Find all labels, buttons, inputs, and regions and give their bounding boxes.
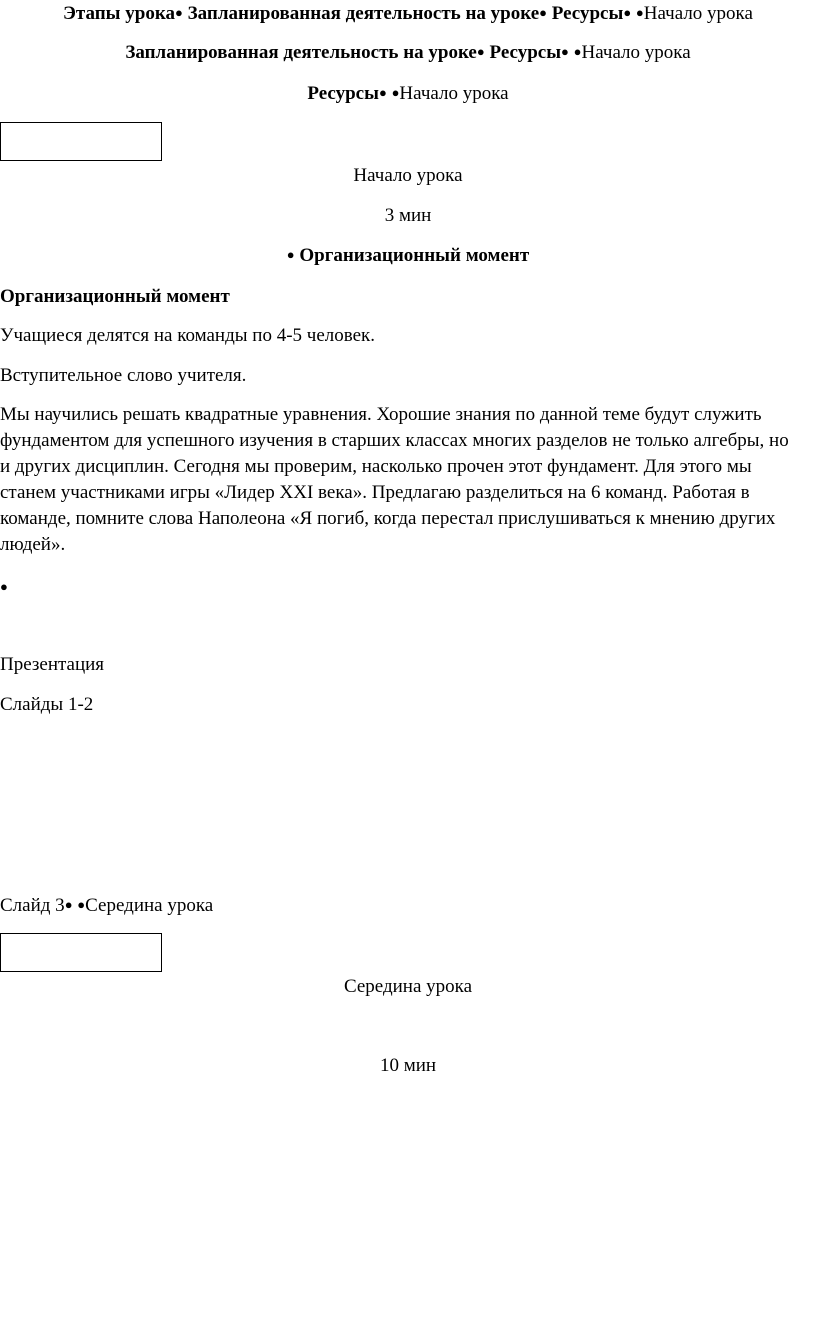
header-row-3 (0, 82, 816, 107)
header-start: Начало урока (399, 83, 509, 104)
header-start: Начало урока (581, 42, 691, 63)
header-row-1 (0, 2, 816, 27)
bullet-icon: ● (561, 44, 569, 59)
org-moment-heading: Организационный момент (0, 286, 230, 307)
empty-bullet (0, 576, 816, 601)
empty-cell-box (0, 933, 162, 972)
bullet-icon: ● (286, 247, 295, 262)
section1-duration: 3 мин (384, 205, 432, 226)
section1-title: Начало урока (353, 165, 463, 186)
teams-text: Учащиеся делятся на команды по 4-5 человек. (0, 325, 376, 346)
teacher-speech: Мы научились решать квадратные уравнения. Хорошие знания по данной теме будут служить фундаментом для успешного изучения в старших классах многих разделов не только алгебры, но и других дисциплин. Сегодня мы проверим, насколько прочен этот фундамент. Для этого мы станем участниками игры «Лидер XXI века». Предлагаю разделиться на 6 команд. Работая в команде, помните слова Наполеона «Я погиб, когда перестал прислушиваться к мнению других людей». (0, 404, 789, 555)
slide3-row (0, 894, 816, 919)
header-stages: Этапы урока (63, 3, 175, 24)
org-moment-centered-label: Организационный момент (299, 245, 530, 266)
org-moment-centered (0, 244, 816, 269)
slide3-start: Середина урока (85, 895, 214, 916)
header-planned: Запланированная деятельность на уроке (125, 42, 477, 63)
header-start: Начало урока (643, 3, 753, 24)
header-planned: Запланированная деятельность на уроке (187, 3, 540, 24)
slide3-label: Слайд 3 (0, 895, 65, 916)
bullet-icon: ● (635, 5, 644, 20)
bullet-icon: ● (175, 5, 183, 20)
bullet-icon: ● (539, 5, 548, 20)
bullet-icon: ● (391, 85, 400, 100)
empty-cell-box (0, 122, 162, 161)
header-resources: Ресурсы (307, 83, 379, 104)
bullet-icon: ● (0, 579, 8, 594)
header-row-2 (0, 41, 816, 66)
bullet-icon: ● (378, 85, 387, 100)
intro-word-text: Вступительное слово учителя. (0, 365, 247, 386)
bullet-icon: ● (64, 897, 73, 912)
bullet-icon: ● (623, 5, 632, 20)
header-resources: Ресурсы (551, 3, 624, 24)
section2-title: Середина урока (343, 976, 473, 997)
resource-presentation: Презентация (0, 654, 105, 675)
section2-duration: 10 мин (379, 1055, 437, 1076)
bullet-icon: ● (573, 44, 582, 59)
bullet-icon: ● (476, 44, 485, 59)
header-resources: Ресурсы (489, 42, 562, 63)
resource-slides: Слайды 1-2 (0, 694, 94, 715)
bullet-icon: ● (77, 897, 86, 912)
